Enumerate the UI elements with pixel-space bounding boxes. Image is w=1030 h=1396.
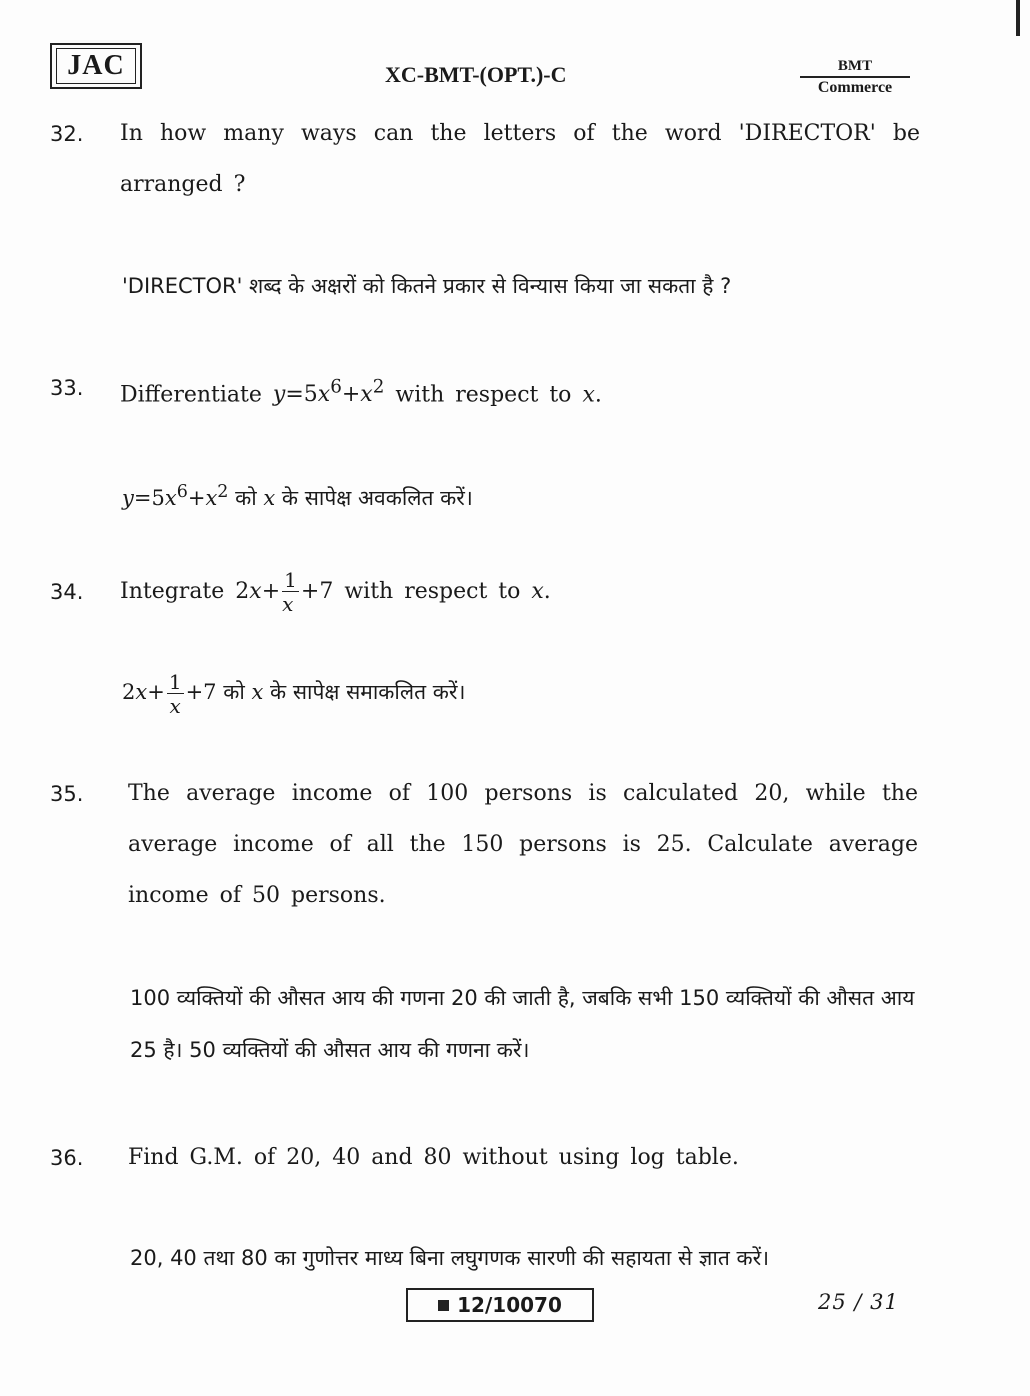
edge-mark (1016, 0, 1020, 36)
page-number: 25 / 31 (818, 1290, 899, 1314)
variable: x (531, 579, 544, 604)
subject-box (800, 58, 910, 97)
question-hindi (122, 466, 922, 524)
equation: $y=5x^6+x^2$ (122, 482, 229, 510)
question-hindi (122, 666, 922, 718)
question-number: 36. (50, 1146, 84, 1170)
expression: 2x+ $\frac{1}{x}$ +7 (235, 568, 334, 616)
variable: x (263, 486, 276, 510)
subject-stream: Commerce (817, 79, 893, 96)
english-post: with respect to (344, 579, 521, 604)
question-hindi: 'DIRECTOR' शब्द के अक्षरों को कितने प्रकार से विन्यास किया जा सकता है ? (122, 274, 732, 298)
fraction: $\frac{1}{x}$ (282, 568, 297, 616)
question-hindi: 20, 40 तथा 80 का गुणोत्तर माध्य बिना लघुगणक सारणी की सहायता से ज्ञात करें। (130, 1246, 770, 1270)
question-number: 32. (50, 122, 84, 146)
question-english: In how many ways can the letters of the word 'DIRECTOR' be arranged ? (120, 121, 920, 197)
question-number: 34. (50, 580, 84, 604)
english-post: with respect to (395, 382, 572, 408)
question-number: 35. (50, 782, 84, 806)
english-pre: Integrate (120, 579, 225, 604)
hindi-post: को (223, 680, 245, 704)
square-bullet-icon (438, 1300, 449, 1311)
variable: x (582, 382, 595, 408)
question-number: 33. (50, 376, 84, 400)
hindi-tail: के सापेक्ष अवकलित करें। (281, 486, 473, 510)
variable: x (251, 680, 264, 704)
question-english: The average income of 100 persons is calculated 20, while the average income of all the 150 persons is 25. Calculate average income of 50 persons. (128, 781, 918, 908)
hindi-post: को (235, 486, 257, 510)
equation: $y=5x^6+x^2$ (272, 377, 385, 408)
paper-code: XC-BMT-(OPT.)-C (385, 62, 567, 87)
booklet-code (406, 1288, 594, 1322)
hindi-tail: के सापेक्ष समाकलित करें। (270, 680, 466, 704)
question-hindi: 100 व्यक्तियों की औसत आय की गणना 20 की जाती है, जबकि सभी 150 व्यक्तियों की औसत आय 25 है। 50 व्यक्तियों की औसत आय की गणना करें। (130, 986, 915, 1062)
question-english: Integrate 2x+ $\frac{1}{x}$ +7 with respect to x. (120, 568, 551, 616)
jac-badge (50, 43, 142, 89)
question-english: Differentiate $y=5x^6+x^2$ with respect to x. (120, 377, 602, 408)
fraction: $\frac{1}{x}$ (168, 669, 182, 718)
subject-code: BMT (800, 58, 910, 78)
booklet-code-text: 12/10070 (457, 1293, 562, 1317)
jac-badge-label: JAC (56, 48, 136, 84)
expression: 2x+ $\frac{1}{x}$ +7 (122, 669, 217, 718)
english-pre: Differentiate (120, 382, 262, 408)
question-english: Find G.M. of 20, 40 and 80 without using log table. (128, 1145, 739, 1170)
